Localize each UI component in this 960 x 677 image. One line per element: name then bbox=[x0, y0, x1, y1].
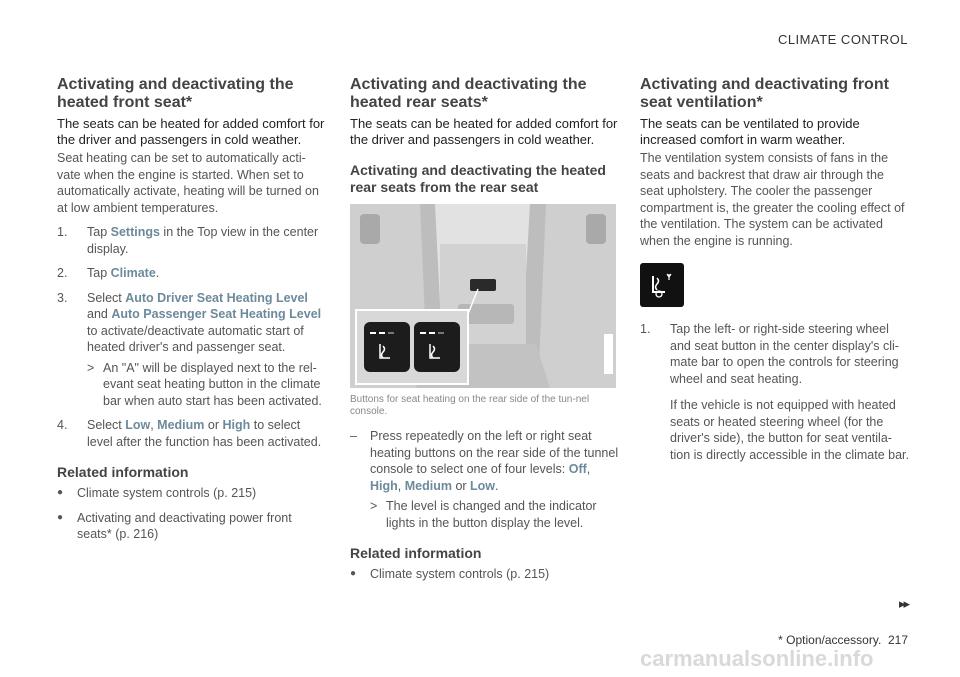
running-header: CLIMATE CONTROL bbox=[777, 32, 908, 47]
step-item bbox=[57, 290, 327, 410]
related-list bbox=[57, 485, 327, 543]
instruction-item: – Press repeatedly on the left or right seat heating buttons on the rear side of the tunnel console to select one of four levels: Off, High, Medium or Low. > The level is changed and the indicator lights in the button display the level. bbox=[350, 429, 619, 530]
step-text: Tap bbox=[87, 266, 111, 280]
level-term: High bbox=[370, 478, 398, 493]
page-footer bbox=[778, 633, 908, 647]
step-item bbox=[640, 321, 910, 463]
related-link-text: Activating and deactivating power front seats* (p. 216) bbox=[77, 510, 292, 541]
column-seat-ventilation bbox=[640, 76, 910, 471]
lead-text: The seats can be heated for added comfort for the driver and passengers in cold weather. bbox=[57, 116, 325, 147]
ui-term: Medium bbox=[157, 418, 205, 432]
instruction-result-text: The level is changed and the indicator lights in the button display the level. bbox=[386, 499, 597, 530]
step-text: to activate/deactivate automatic start of heated driver's and passenger seat. bbox=[87, 323, 304, 354]
ui-term: High bbox=[222, 418, 251, 432]
subsection-title: Activating and deactivating the heated rear seats from the rear seat bbox=[350, 162, 606, 195]
level-term: Medium bbox=[404, 478, 452, 493]
column-heated-rear-seats bbox=[350, 76, 620, 591]
step-text: and bbox=[87, 307, 112, 321]
step-text: , bbox=[150, 418, 158, 432]
steps-list bbox=[57, 224, 327, 450]
separator: , bbox=[397, 478, 405, 493]
ui-term: Auto Driver Seat Heating Level bbox=[125, 290, 308, 305]
step-text: Select bbox=[87, 418, 126, 432]
ui-term: Settings bbox=[110, 225, 160, 239]
step-text: Select bbox=[87, 290, 126, 305]
related-link-text: Climate system controls (p. 215) bbox=[370, 567, 550, 581]
related-link[interactable]: ● Climate system controls (p. 215) bbox=[350, 567, 550, 581]
lead-text: The seats can be heated for added comfort for the driver and passengers in cold weather. bbox=[350, 116, 618, 147]
step-item bbox=[57, 265, 327, 282]
seat-ventilation-icon bbox=[640, 263, 684, 307]
step-item bbox=[57, 224, 327, 257]
steps-list bbox=[640, 321, 910, 463]
step-text: in the Top view in the center display. bbox=[87, 225, 319, 256]
step-text: to select level after the function has been activated. bbox=[87, 418, 322, 449]
step-number: 1. bbox=[57, 225, 68, 239]
ui-term: Auto Passenger Seat Heating Level bbox=[111, 307, 322, 321]
related-link-text: Climate system controls (p. 215) bbox=[77, 486, 257, 500]
step-text: . bbox=[155, 266, 160, 280]
separator: . bbox=[495, 478, 499, 493]
step-result: > An "A" will be displayed next to the rel-evant seat heating button in the climate bar when auto start has been activated. bbox=[87, 360, 327, 410]
separator: , bbox=[586, 462, 591, 476]
body-text: Seat heating can be set to automatically acti-vate when the engine is started. When set to automatically activate, heating will be turned on at low ambient temperatures. bbox=[57, 151, 319, 215]
lead-text: The seats can be ventilated to provide increased comfort in warm weather. bbox=[640, 116, 860, 147]
figure-caption: Buttons for seat heating on the rear side of the tun-nel console. bbox=[350, 394, 590, 417]
related-link[interactable]: ● Climate system controls (p. 215) bbox=[57, 486, 257, 500]
watermark: carmanualsonline.info bbox=[640, 646, 874, 671]
next-page-icon[interactable]: ▸▸ bbox=[898, 596, 908, 611]
page-number: 217 bbox=[887, 633, 908, 647]
level-term: Low bbox=[470, 478, 496, 493]
instruction-text: Press repeatedly on the left or right seat heating buttons on the rear side of the tunnel console to select one of four levels: bbox=[370, 429, 619, 476]
step-text: Tap the left- or right-side steering wheel and seat button in the center display's cli-mate bar to open the controls for steering wheel and seat heating. bbox=[670, 322, 899, 386]
step-number: 4. bbox=[57, 418, 68, 432]
instruction-result: > The level is changed and the indicator lights in the button display the level. bbox=[370, 498, 620, 531]
step-item bbox=[57, 417, 327, 450]
step-number: 2. bbox=[57, 266, 68, 280]
section-title: Activating and deactivating the heated front seat* bbox=[57, 76, 294, 111]
step-text: Tap bbox=[87, 225, 111, 239]
ui-term: Climate bbox=[110, 266, 156, 280]
section-title: Activating and deactivating front seat ventilation* bbox=[640, 76, 889, 111]
step-number: 3. bbox=[57, 290, 68, 305]
body-text: The ventilation system consists of fans in the seats and backrest that draw air through the seat upholstery. The cooler the passenger compartment is, the greater the cooling effect of the ventilation. The system can be activated when the engine is running. bbox=[640, 151, 905, 248]
related-list bbox=[350, 566, 620, 583]
column-heated-front-seat bbox=[57, 76, 327, 551]
step-text: or bbox=[204, 418, 223, 432]
ui-term: Low bbox=[125, 418, 151, 432]
level-term: Off bbox=[568, 462, 587, 476]
section-title: Activating and deactivating the heated rear seats* bbox=[350, 76, 587, 111]
step-note: If the vehicle is not equipped with heated seats or heated steering wheel (for the driver's side), the button for seat ventila-tion is directly accessible in the climate bar. bbox=[670, 398, 909, 462]
step-result-text: An "A" will be displayed next to the rel-evant seat heating button in the climate bar when auto start has been activated. bbox=[103, 360, 322, 408]
rear-console-photo bbox=[350, 204, 616, 388]
related-title: Related information bbox=[57, 464, 189, 480]
step-number: 1. bbox=[640, 322, 651, 336]
related-link[interactable]: ● Activating and deactivating power front seats* (p. 216) bbox=[57, 510, 327, 543]
related-title: Related information bbox=[350, 545, 482, 561]
separator: or bbox=[451, 478, 471, 493]
footnote: * Option/accessory. bbox=[778, 633, 882, 647]
